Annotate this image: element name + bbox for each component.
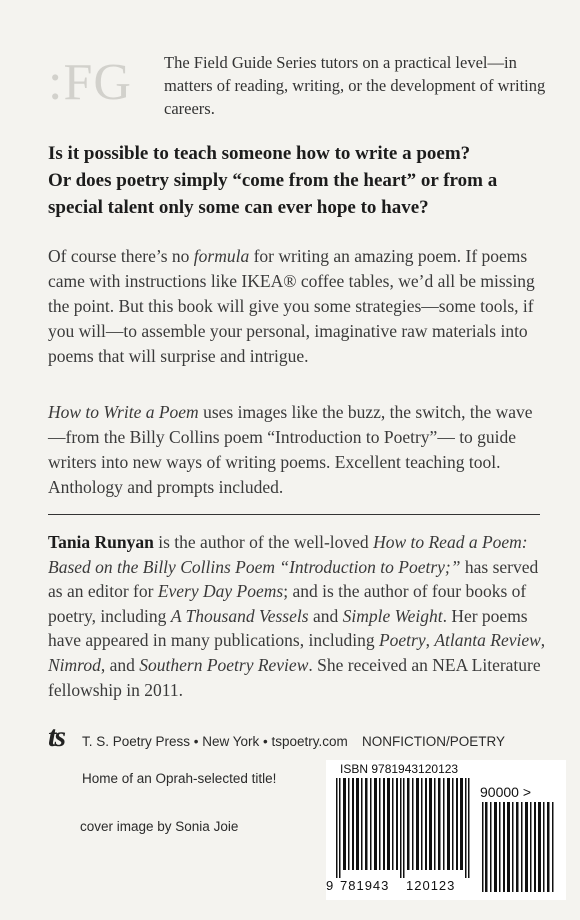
description-paragraph-2 — [48, 400, 548, 500]
bio-title: A Thousand Vessels — [170, 605, 309, 626]
isbn-label: ISBN 9781943120123 — [340, 762, 459, 776]
bio-title: Atlanta Review — [434, 630, 541, 651]
p1-text-post: for writing an amazing poem. If poems came with instructions like IKEA® coffee tables, we’d all be missing the point. But this book will give you some strategies—some tools, if you will—to assemble your personal, imaginative raw materials into poems that will surprise and intrigue. — [48, 246, 535, 366]
bio-title: Southern Poetry Review — [139, 654, 309, 675]
bio-text: and — [308, 605, 343, 626]
bio-text: , — [540, 630, 546, 651]
bio-text: has served as an editor for — [48, 556, 539, 602]
divider-rule — [48, 514, 540, 515]
book-title: How to Write a Poem — [48, 402, 199, 422]
author-bio — [48, 530, 548, 702]
price-code: 90000 > — [480, 784, 531, 800]
bio-title: Every Day Poems — [157, 581, 284, 602]
field-guide-logo: :FG — [48, 54, 132, 111]
publisher-info: T. S. Poetry Press • New York • tspoetry.com — [82, 734, 348, 749]
series-header — [48, 48, 548, 126]
barcode-area — [326, 760, 566, 900]
ts-poetry-logo: ts — [48, 720, 65, 753]
barcode-digit-group-2: 120123 — [406, 878, 456, 893]
barcode-digit-first: 9 — [326, 878, 335, 893]
bio-title: How to Read a Poem: Based on the Billy Collins Poem “Introduction to Poetry;” — [48, 532, 528, 577]
bio-text: is the author of the well-loved — [153, 532, 374, 552]
bio-text: , and — [100, 654, 140, 675]
description-paragraph-1 — [48, 244, 548, 369]
question-line-1: Is it possible to teach someone how to write a poem? — [48, 143, 471, 164]
bio-text: . She received an NEA Literature fellowship in 2011. — [48, 654, 541, 700]
series-description: The Field Guide Series tutors on a practical level—in matters of reading, writing, or the development of writing careers. — [164, 53, 546, 118]
bio-text: , — [425, 630, 435, 651]
barcode-digit-group-1: 781943 — [340, 878, 390, 893]
bio-text: ; and is the author of four books of poetry, including — [48, 581, 527, 626]
question-line-2: Or does poetry simply “come from the heart” or from a special talent only some can ever hope to have? — [48, 170, 498, 218]
bio-title: Poetry — [378, 630, 426, 651]
p1-text-pre: Of course there’s no — [48, 246, 194, 266]
cover-credit: cover image by Sonia Joie — [80, 819, 239, 834]
oprah-note: Home of an Oprah-selected title! — [82, 771, 277, 786]
publisher-line — [48, 722, 558, 762]
bio-text: . Her poems have appeared in many publications, including — [48, 605, 528, 651]
p1-emphasis: formula — [193, 246, 250, 266]
lead-question — [48, 140, 548, 221]
category-label: NONFICTION/POETRY — [362, 734, 506, 749]
isbn-barcode — [334, 778, 474, 878]
author-name: Tania Runyan — [48, 532, 154, 552]
bio-title: Simple Weight — [342, 605, 443, 626]
p2-text: uses images like the buzz, the switch, the wave —from the Billy Collins poem “Introduction to Poetry”— to guide writers into new ways of writing poems. Excellent teaching tool. Anthology and prompts included. — [48, 402, 533, 497]
bio-title: Nimrod — [48, 654, 101, 675]
price-barcode — [480, 802, 558, 892]
